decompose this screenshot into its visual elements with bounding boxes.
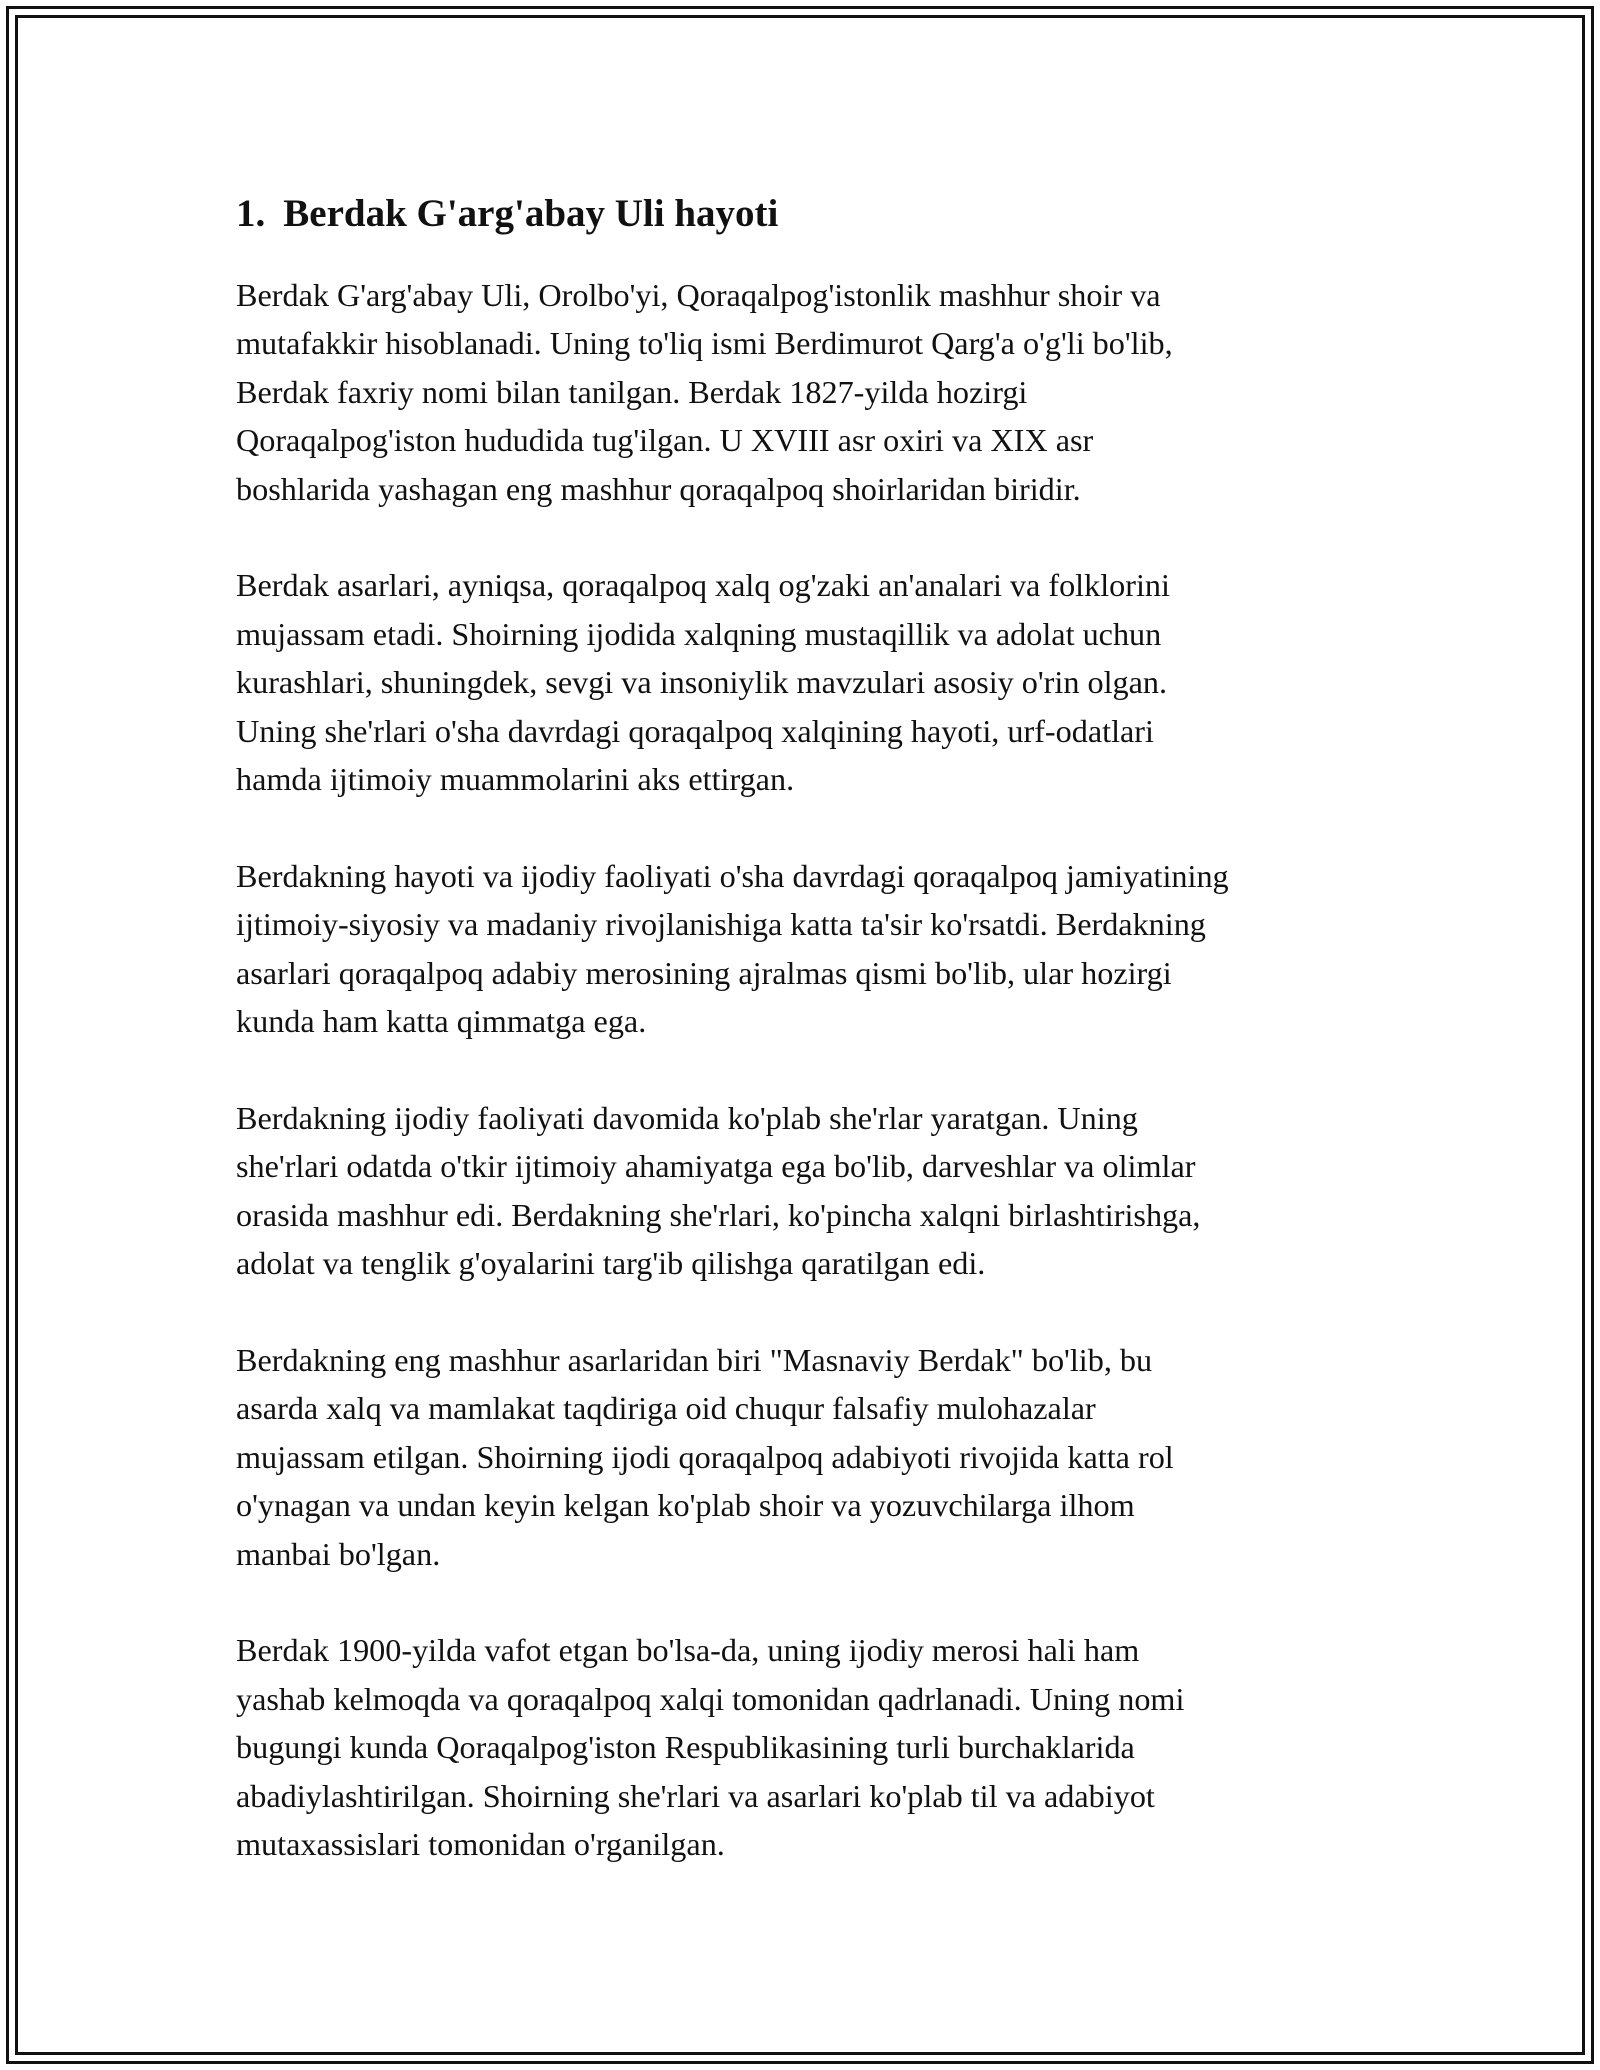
text-line: mujassam etadi. Shoirning ijodida xalqning mustaqillik va adolat uchun: [236, 615, 1162, 652]
text-line: o'ynagan va undan keyin kelgan ko'plab shoir va yozuvchilarga ilhom: [236, 1487, 1135, 1524]
text-line: mutaxassislari tomonidan o'rganilgan.: [236, 1825, 725, 1862]
text-line: boshlarida yashagan eng mashhur qoraqalpoq shoirlaridan biridir.: [236, 470, 1081, 507]
paragraph: [236, 852, 1396, 1046]
text-line: yashab kelmoqda va qoraqalpoq xalqi tomonidan qadrlanadi. Uning nomi: [236, 1680, 1185, 1717]
text-line: Berdak 1900-yilda vafot etgan bo'lsa-da, uning ijodiy merosi hali ham: [236, 1632, 1140, 1669]
text-line: Berdakning hayoti va ijodiy faoliyati o'sha davrdagi qoraqalpoq jamiyatining: [236, 857, 1229, 894]
text-line: mujassam etilgan. Shoirning ijodi qoraqalpoq adabiyoti rivojida katta rol: [236, 1438, 1174, 1475]
text-line: abadiylashtirilgan. Shoirning she'rlari va asarlari ko'plab til va adabiyot: [236, 1777, 1155, 1814]
text-line: Berdakning eng mashhur asarlaridan biri "Masnaviy Berdak" bo'lib, bu: [236, 1341, 1153, 1378]
section-heading: [236, 185, 1396, 243]
text-line: orasida mashhur edi. Berdakning she'rlari, ko'pincha xalqni birlashtirishga,: [236, 1196, 1201, 1233]
text-line: asarda xalq va mamlakat taqdiriga oid chuqur falsafiy mulohazalar: [236, 1390, 1096, 1427]
text-line: asarlari qoraqalpoq adabiy merosining ajralmas qismi bo'lib, ular hozirgi: [236, 954, 1172, 991]
paragraph: [236, 1336, 1396, 1578]
paragraph: [236, 1626, 1396, 1868]
text-line: bugungi kunda Qoraqalpog'iston Respublikasining turli burchaklarida: [236, 1729, 1135, 1766]
document-body: [236, 185, 1396, 1917]
text-line: she'rlari odatda o'tkir ijtimoiy ahamiyatga ega bo'lib, darveshlar va olimlar: [236, 1148, 1196, 1185]
text-line: Berdak G'arg'abay Uli, Orolbo'yi, Qoraqalpog'istonlik mashhur shoir va: [236, 277, 1161, 313]
section-title: Berdak G'arg'abay Uli hayoti: [283, 192, 779, 235]
paragraph: [236, 271, 1396, 513]
paragraph: [236, 561, 1396, 803]
text-line: ijtimoiy-siyosiy va madaniy rivojlanishiga katta ta'sir ko'rsatdi. Berdakning: [236, 906, 1206, 943]
section-number: 1.: [236, 192, 266, 235]
text-line: mutafakkir hisoblanadi. Uning to'liq ismi Berdimurot Qarg'a o'g'li bo'lib,: [236, 325, 1173, 362]
text-line: kurashlari, shuningdek, sevgi va insoniylik mavzulari asosiy o'rin olgan.: [236, 664, 1168, 701]
text-line: adolat va tenglik g'oyalarini targ'ib qilishga qaratilgan edi.: [236, 1245, 986, 1282]
text-line: Berdakning ijodiy faoliyati davomida ko'plab she'rlar yaratgan. Uning: [236, 1099, 1138, 1136]
text-line: Qoraqalpog'iston hududida tug'ilgan. U XVIII asr oxiri va XIX asr: [236, 422, 1094, 459]
text-line: manbai bo'lgan.: [236, 1535, 441, 1572]
text-line: Uning she'rlari o'sha davrdagi qoraqalpoq xalqining hayoti, urf-odatlari: [236, 712, 1154, 749]
text-line: kunda ham katta qimmatga ega.: [236, 1003, 647, 1040]
text-line: hamda ijtimoiy muammolarini aks ettirgan.: [236, 761, 795, 798]
paragraph: [236, 1094, 1396, 1288]
text-line: Berdak asarlari, ayniqsa, qoraqalpoq xalq og'zaki an'analari va folklorini: [236, 567, 1170, 604]
text-line: Berdak faxriy nomi bilan tanilgan. Berdak 1827-yilda hozirgi: [236, 373, 1028, 410]
